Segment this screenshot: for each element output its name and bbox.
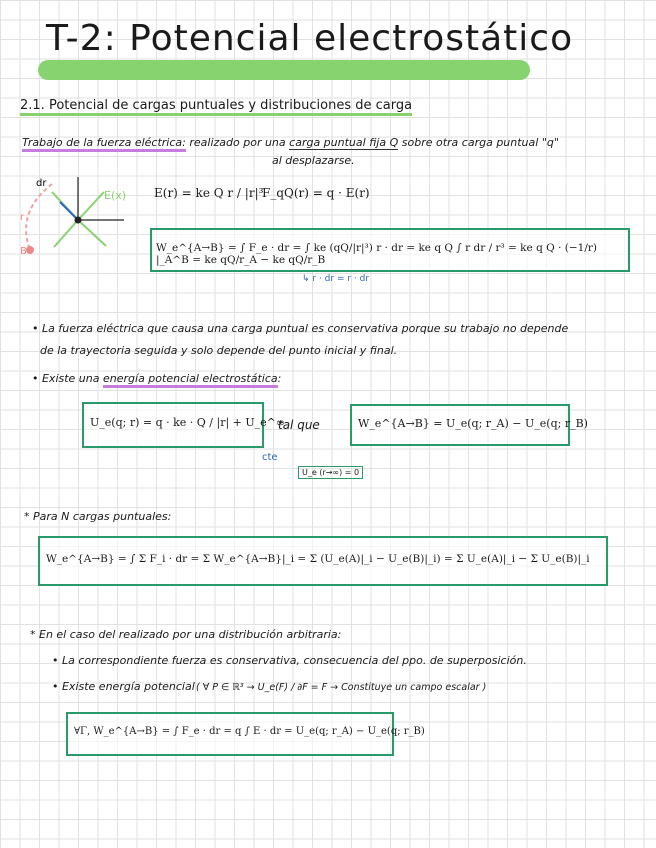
eq-potential-energy: U_e(q; r) = q · ke · Q / |r| + U_e^∞: [90, 416, 286, 429]
title-highlight: [38, 60, 530, 80]
label-e: E(x): [104, 189, 127, 202]
bullet-work: [22, 136, 559, 149]
note-rdr: ↳ r · dr = r · dr: [302, 274, 370, 284]
bullet-energy-underlined: energía potencial electrostática: [103, 372, 278, 388]
eq-work-potential: W_e^{A→B} = U_e(q; r_A) − U_e(q; r_B): [358, 417, 588, 430]
n-charges-box: [38, 536, 608, 586]
bullet-work-rest: sobre otra carga puntual "q": [401, 136, 559, 149]
bullet-energy-prefix: • Existe una: [32, 372, 100, 385]
field-line: [78, 220, 106, 246]
sub-energy-paren: ( ∀ P ∈ ℝ³ → U_e(F) / ∂F = F → Constituye un campo escalar ): [196, 682, 487, 693]
sub-energy-prefix: • Existe energía potencial: [52, 680, 195, 693]
eq-final: ∀Γ, W_e^{A→B} = ∫ F_e · dr = q ∫ E · dr = U_e(q; r_A) − U_e(q; r_B): [74, 726, 425, 737]
label-b: B: [20, 246, 27, 257]
bullet-work-underlined: carga puntual fija Q: [289, 136, 399, 149]
section-heading: [20, 98, 412, 113]
para-conservative-2: de la trayectoria seguida y solo depende del punto inicial y final.: [40, 344, 398, 357]
eq-work: W_e^{A→B} = ∫ F_e · dr = ∫ ke (qQ/|r|³) r · dr = ke q Q ∫ r dr / r³ = ke q Q · (−1/r) |_A^B = ke qQ/r_A − ke qQ/r_B: [156, 242, 597, 266]
eq-field: E(r) = ke Q r / |r|³: [154, 186, 264, 200]
label-r: r: [20, 212, 25, 223]
final-equation-box: [66, 712, 425, 756]
section-heading-text: 2.1. Potencial de cargas puntuales y distribuciones de carga: [20, 98, 412, 116]
cte-note: cte: [262, 452, 278, 463]
bullet-work-text: realizado por una: [189, 136, 286, 149]
bullet-work-label: Trabajo de la fuerza eléctrica:: [22, 136, 186, 152]
bullet-energy: [32, 372, 281, 385]
bullet-energy-suffix: :: [277, 372, 282, 385]
potential-energy-box: [82, 402, 286, 448]
point-b: [26, 246, 34, 254]
eq-n-charges: W_e^{A→B} = ∫ Σ F_i · dr = Σ W_e^{A→B}|_i = Σ (U_e(A)|_i − U_e(B)|_i) = Σ U_e(A)|_i − Σ U_e(B)|_i: [46, 553, 590, 565]
eq-force: F_qQ(r) = q · E(r): [262, 186, 370, 200]
field-line: [78, 192, 104, 220]
trajectory-path: [26, 184, 52, 250]
charge-q: [75, 217, 82, 224]
para-n-charges: * Para N cargas puntuales:: [24, 510, 172, 523]
para-distribution: * En el caso del realizado por una distribución arbitraria:: [30, 628, 342, 641]
label-dr: dr: [36, 178, 47, 189]
para-conservative-1: • La fuerza eléctrica que causa una carga puntual es conservativa porque su trabajo no depende: [32, 322, 569, 335]
field-line: [54, 220, 78, 247]
bullet-work-line2: al desplazarse.: [272, 154, 355, 167]
sub-conservative: • La correspondiente fuerza es conservativa, consecuencia del ppo. de superposición.: [52, 654, 527, 667]
infinity-condition: U_e (r→∞) = 0: [298, 466, 363, 479]
work-potential-box: [350, 404, 588, 446]
work-equation-box: [150, 228, 630, 272]
force-vector: [60, 202, 78, 220]
charge-diagram: [14, 172, 134, 262]
page-title: T-2: Potencial electrostático: [46, 18, 574, 59]
tal-que: tal que: [278, 418, 320, 432]
